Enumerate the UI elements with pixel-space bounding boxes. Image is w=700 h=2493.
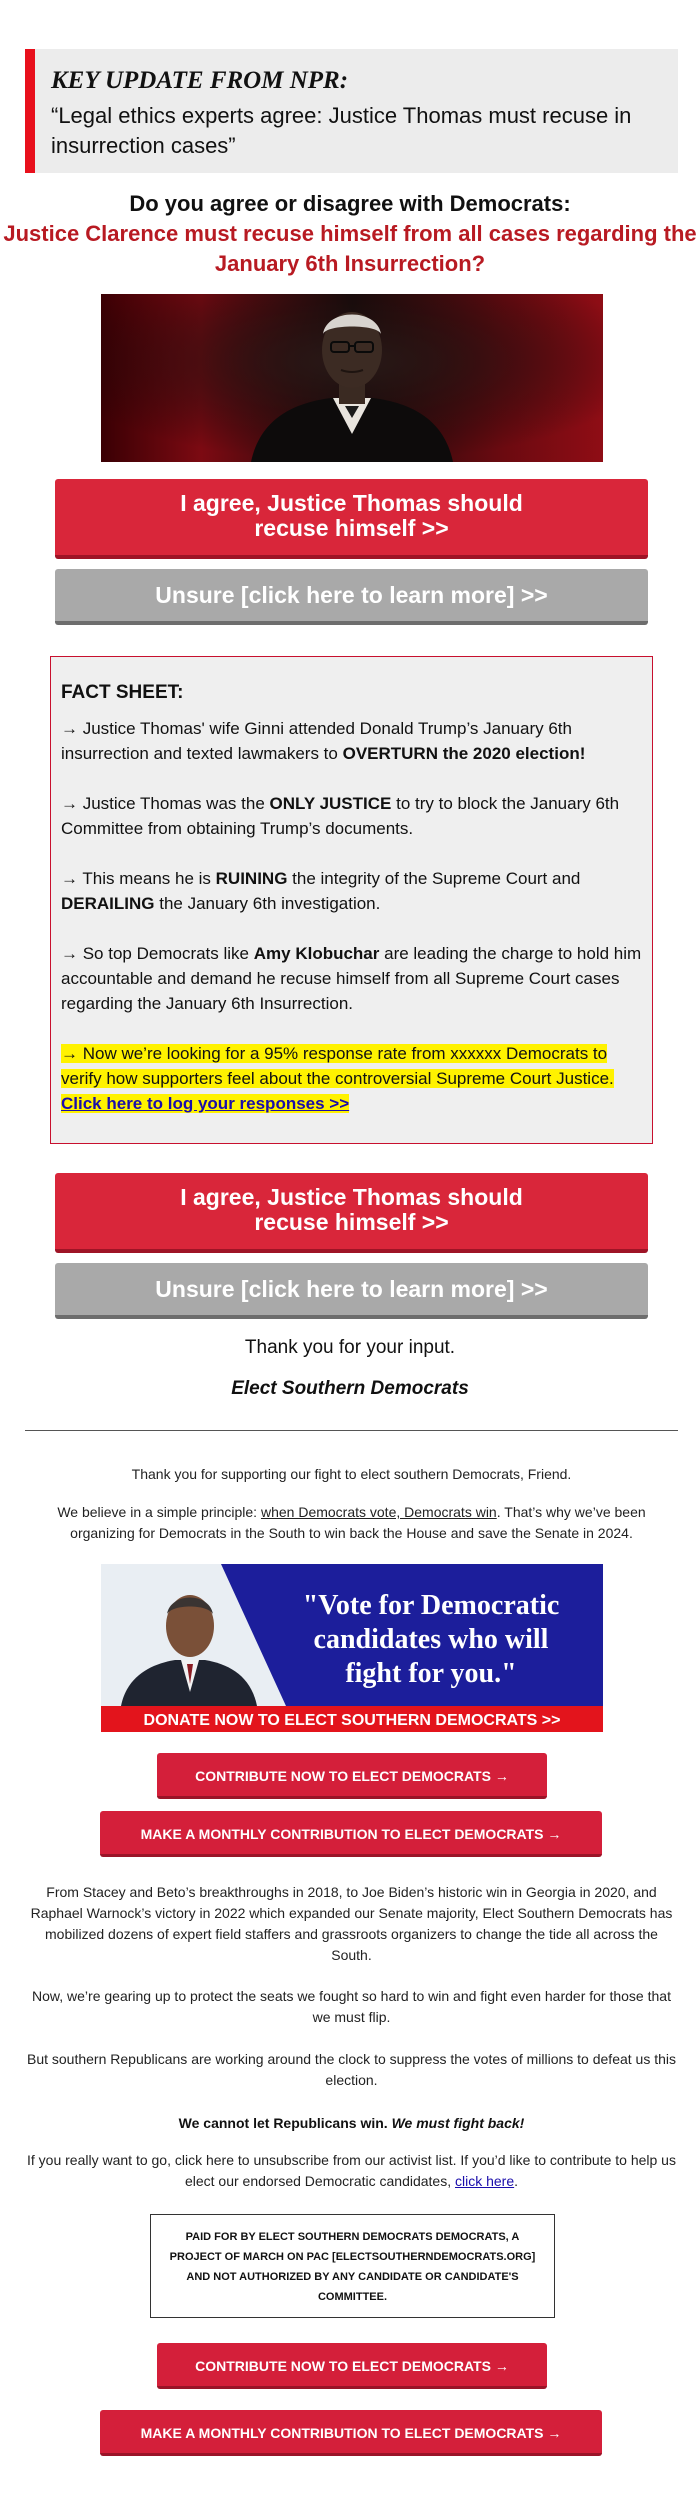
fact-item: → Justice Thomas' wife Ginni attended Donald Trump’s January 6th insurrection and texted lawmakers to OVERTURN the 2020 election!: [61, 719, 586, 763]
agree-button-2[interactable]: I agree, Justice Thomas should recuse himself >>: [55, 1173, 648, 1253]
agree-button[interactable]: I agree, Justice Thomas should recuse himself >>: [55, 479, 648, 559]
fact-call-to-action: → Now we’re looking for a 95% response rate from xxxxxx Democrats to verify how supporters feel about the controversial Supreme Court Justice. Click here to log your responses >>: [61, 1044, 614, 1113]
justice-thomas-photo[interactable]: [101, 294, 603, 462]
poll-question-lead: Do you agree or disagree with Democrats:: [129, 191, 571, 216]
banner-quote-line: "Vote for Democratic: [302, 1590, 560, 1621]
thanks-text: Thank you for your input.: [244, 1337, 456, 1358]
footer-thanks: Thank you for supporting our fight to elect southern Democrats, Friend.: [131, 1466, 572, 1482]
banner-graphic: [101, 1564, 603, 1732]
monthly-contribution-button[interactable]: MAKE A MONTHLY CONTRIBUTION TO ELECT DEMOCRATS →: [100, 1811, 602, 1857]
paid-for-disclaimer: PAID FOR BY ELECT SOUTHERN DEMOCRATS DEMOCRATS, A PROJECT OF MARCH ON PAC [ELECTSOUTHERNDEMOCRATS.ORG] AND NOT AUTHORIZED BY ANY CANDIDATE OR CANDIDATE'S COMMITTEE.: [150, 2214, 555, 2318]
footer-principle: We believe in a simple principle: when Democrats vote, Democrats win. That’s why we’ve been organizing for Democrats in the South to win back the House and save the Senate in 2024.: [57, 1504, 646, 1541]
fact-item: → Justice Thomas was the ONLY JUSTICE to try to block the January 6th Committee from obtaining Trump’s documents.: [61, 794, 620, 838]
unsure-button-2[interactable]: Unsure [click here to learn more] >>: [55, 1263, 648, 1319]
fact-item: → This means he is RUINING the integrity of the Supreme Court and DERAILING the January 6th investigation.: [61, 869, 581, 913]
banner-donate-text: DONATE NOW TO ELECT SOUTHERN DEMOCRATS >>: [143, 1712, 561, 1729]
log-responses-link[interactable]: Click here to log your responses >>: [61, 1094, 350, 1113]
npr-update-quote: “Legal ethics experts agree: Justice Thomas must recuse in insurrection cases”: [51, 103, 632, 158]
divider: [25, 1430, 678, 1431]
contribute-button[interactable]: CONTRIBUTE NOW TO ELECT DEMOCRATS →: [157, 1753, 547, 1799]
unsure-button[interactable]: Unsure [click here to learn more] >>: [55, 569, 648, 625]
poll-question-headline: Justice Clarence must recuse himself from all cases regarding the January 6th Insurrection?: [3, 221, 697, 276]
poll-question: [0, 189, 700, 279]
contribute-link[interactable]: click here: [455, 2173, 515, 2189]
npr-update-box: [25, 49, 678, 173]
fact-sheet-title: FACT SHEET:: [61, 682, 184, 703]
footer-protect: Now, we’re gearing up to protect the seats we fought so hard to win and fight even harder for those that we must flip.: [32, 1988, 671, 2025]
fact-item: → So top Democrats like Amy Klobuchar are leading the charge to hold him accountable and demand he recuse himself from all Supreme Court cases regarding the January 6th Insurrection.: [61, 944, 642, 1013]
npr-update-title: KEY UPDATE FROM NPR:: [51, 67, 349, 94]
donate-banner[interactable]: [101, 1564, 603, 1732]
fact-sheet: [50, 656, 653, 1144]
footer-warning: But southern Republicans are working around the clock to suppress the votes of millions to defeat us this election.: [26, 2051, 677, 2088]
footer-fight-back: We cannot let Republicans win. We must fight back!: [178, 2115, 525, 2131]
signature: Elect Southern Democrats: [231, 1378, 469, 1399]
banner-quote-line: candidates who will: [313, 1624, 549, 1655]
monthly-contribution-button-2[interactable]: MAKE A MONTHLY CONTRIBUTION TO ELECT DEMOCRATS →: [100, 2410, 602, 2456]
footer-history: From Stacey and Beto’s breakthroughs in 2018, to Joe Biden’s historic win in Georgia in 2020, and Raphael Warnock’s victory in 2022 which expanded our Senate majority, Elect Southern Democrats has mobilized dozens of expert field staffers and grassroots organizers to change the tide all across the South.: [30, 1884, 673, 1963]
contribute-button-2[interactable]: CONTRIBUTE NOW TO ELECT DEMOCRATS →: [157, 2343, 547, 2389]
footer-unsubscribe: If you really want to go, click here to unsubscribe from our activist list. If you’d like to contribute to help us elect our endorsed Democratic candidates, click here.: [27, 2152, 676, 2189]
portrait-illustration: [101, 294, 603, 462]
banner-quote-line: fight for you.": [345, 1658, 517, 1689]
